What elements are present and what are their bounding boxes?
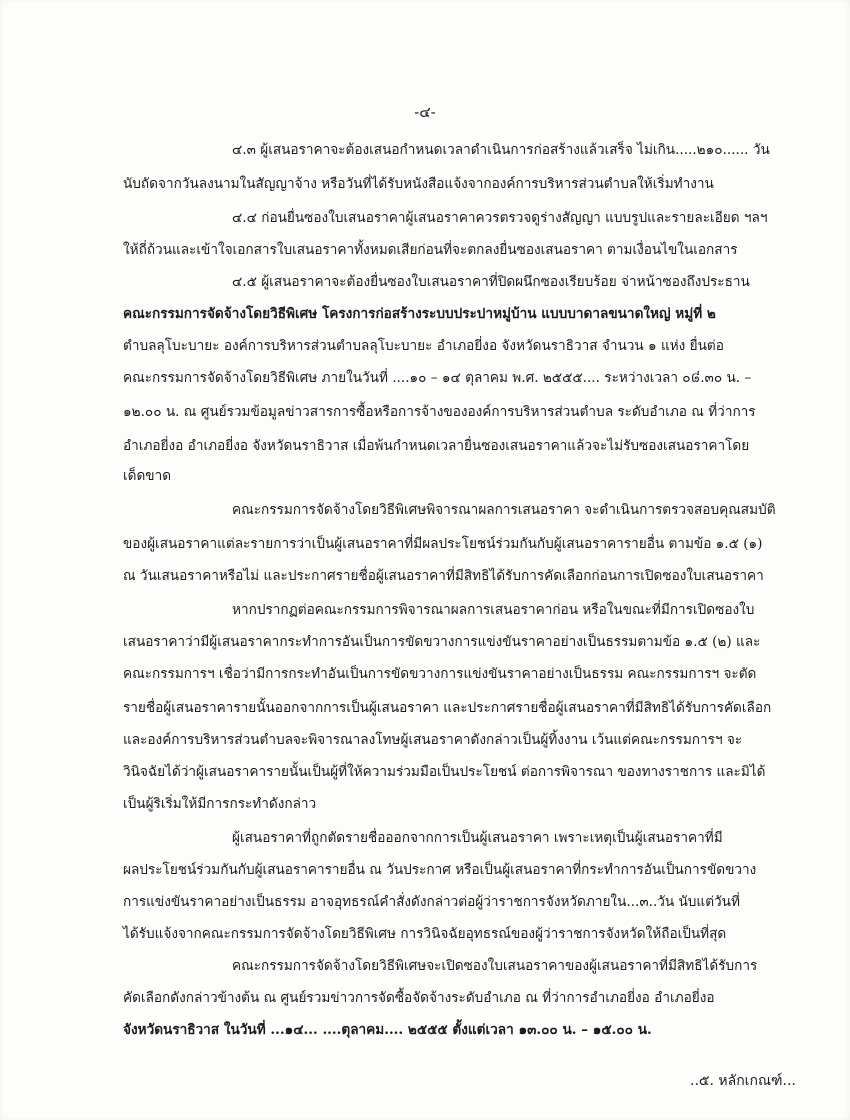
- line-4: ให้ถี่ถ้วนและเข้าใจเอกสารใบเสนอราคาทั้งหมดเสียก่อนที่จะตกลงยื่นซองเสนอราคา ตามเงื่อนไขในเอกสาร: [123, 242, 738, 258]
- line-19: และองค์การบริหารส่วนตำบลจะพิจารณาลงโทษผู้เสนอราคาดังกล่าวเป็นผู้ทิ้งงาน เว้นแต่คณะกรรมการฯ จะ: [123, 732, 743, 748]
- line-17: คณะกรรมการฯ เชื่อว่ามีการกระทำอันเป็นการขัดขวางการแข่งขันราคาอย่างเป็นธรรม คณะกรรมการฯ จะตัด: [123, 666, 757, 682]
- line-5: ๔.๕ ผู้เสนอราคาจะต้องยื่นซองใบเสนอราคาที่ปิดผนึกซองเรียบร้อย จ่าหน้าซองถึงประธาน: [232, 274, 750, 290]
- line-15: หากปรากฏต่อคณะกรรมการพิจารณาผลการเสนอราคาก่อน หรือในขณะที่มีการเปิดซองใบ: [232, 602, 755, 618]
- line-27: คัดเลือกดังกล่าวข้างต้น ณ ศูนย์รวมข่าวการจัดซื้อจัดจ้างระดับอำเภอ ณ ที่ว่าการอำเภอยี่งอ อำเภอยี่งอ: [123, 990, 715, 1006]
- line-28: จังหวัดนราธิวาส ในวันที่ ...๑๔... ....ตุลาคม.... ๒๕๕๕ ตั้งแต่เวลา ๑๓.๐๐ น. – ๑๕.๐๐ น.: [123, 1022, 652, 1038]
- line-2: นับถัดจากวันลงนามในสัญญาจ้าง หรือวันที่ได้รับหนังสือแจ้งจากองค์การบริหารส่วนตำบลให้เริ่มทำงาน: [123, 176, 714, 192]
- continuation-footer: ..๕. หลักเกณฑ์...: [690, 1073, 796, 1089]
- page-number: -๔-: [414, 103, 436, 121]
- line-3: ๔.๔ ก่อนยื่นซองใบเสนอราคาผู้เสนอราคาควรตรวจดูร่างสัญญา แบบรูปและรายละเอียด ฯลฯ: [232, 210, 768, 226]
- line-11: เด็ดขาด: [123, 468, 172, 484]
- line-16: เสนอราคาว่ามีผู้เสนอราคากระทำการอันเป็นการขัดขวางการแข่งขันราคาอย่างเป็นธรรมตามข้อ ๑.๕ (๒) และ: [123, 634, 761, 650]
- line-21: เป็นผู้ริเริ่มให้มีการกระทำดังกล่าว: [123, 796, 317, 812]
- line-8: คณะกรรมการจัดจ้างโดยวิธีพิเศษ ภายในวันที่ ....๑๐ – ๑๔ ตุลาคม พ.ศ. ๒๕๕๕.... ระหว่างเวลา ๐៨.๓๐ น. –: [123, 370, 752, 386]
- line-24: การแข่งขันราคาอย่างเป็นธรรม อาจอุทธรณ์คำสั่งดังกล่าวต่อผู้ว่าราชการจังหวัดภายใน...๓..วัน นับแต่วันที่: [123, 894, 740, 910]
- line-20: วินิจฉัยได้ว่าผู้เสนอราคารายนั้นเป็นผู้ที่ให้ความร่วมมือเป็นประโยชน์ ต่อการพิจารณา ของทางราชการ และมิได้: [123, 764, 766, 780]
- line-7: ตำบลลุโบะบายะ องค์การบริหารส่วนตำบลลุโบะบายะ อำเภอยี่งอ จังหวัดนราธิวาส จำนวน ๑ แห่ง ยื่นต่อ: [123, 338, 724, 354]
- line-10: อำเภอยี่งอ อำเภอยี่งอ จังหวัดนราธิวาส เมื่อพ้นกำหนดเวลายื่นซองเสนอราคาแล้วจะไม่รับซองเสนอราคาโดย: [123, 438, 750, 454]
- line-13: ของผู้เสนอราคาแต่ละรายการว่าเป็นผู้เสนอราคาที่มีผลประโยชน์ร่วมกันกับผู้เสนอราคารายอื่น ตามข้อ ๑.๕ (๑): [123, 536, 763, 552]
- line-6: คณะกรรมการจัดจ้างโดยวิธีพิเศษ โครงการก่อสร้างระบบประปาหมู่บ้าน แบบบาดาลขนาดใหญ่ หมู่ที่ ๒: [123, 306, 716, 322]
- line-26: คณะกรรมการจัดจ้างโดยวิธีพิเศษจะเปิดซองใบเสนอราคาของผู้เสนอราคาที่มีสิทธิได้รับการ: [232, 958, 758, 974]
- line-23: ผลประโยชน์ร่วมกันกับผู้เสนอราคารายอื่น ณ วันประกาศ หรือเป็นผู้เสนอราคาที่กระทำการอันเป็นการขัดขวาง: [123, 862, 757, 878]
- line-22: ผู้เสนอราคาที่ถูกตัดรายชื่อออกจากการเป็นผู้เสนอราคา เพราะเหตุเป็นผู้เสนอราคาที่มี: [232, 830, 723, 846]
- line-25: ได้รับแจ้งจากคณะกรรมการจัดจ้างโดยวิธีพิเศษ การวินิจฉัยอุทธรณ์ของผู้ว่าราชการจังหวัดให้ถือเป็นที่สุด: [123, 926, 727, 942]
- line-14: ณ วันเสนอราคาหรือไม่ และประกาศรายชื่อผู้เสนอราคาที่มีสิทธิได้รับการคัดเลือกก่อนการเปิดซองใบเสนอราคา: [123, 568, 764, 584]
- line-18: รายชื่อผู้เสนอราคารายนั้นออกจากการเป็นผู้เสนอราคา และประกาศรายชื่อผู้เสนอราคาที่มีสิทธิได้รับการคัดเลือก: [123, 700, 772, 716]
- line-12: คณะกรรมการจัดจ้างโดยวิธีพิเศษพิจารณาผลการเสนอราคา จะดำเนินการตรวจสอบคุณสมบัติ: [232, 502, 776, 518]
- line-1: ๔.๓ ผู้เสนอราคาจะต้องเสนอกำหนดเวลาดำเนินการก่อสร้างแล้วเสร็จ ไม่เกิน.....๒๑๐...... วัน: [232, 142, 770, 158]
- line-9: ๑๒.๐๐ น. ณ ศูนย์รวมข้อมูลข่าวสารการซื้อหรือการจ้างขององค์การบริหารส่วนตำบล ระดับอำเภอ ณ ที่ว่าการ: [123, 404, 756, 420]
